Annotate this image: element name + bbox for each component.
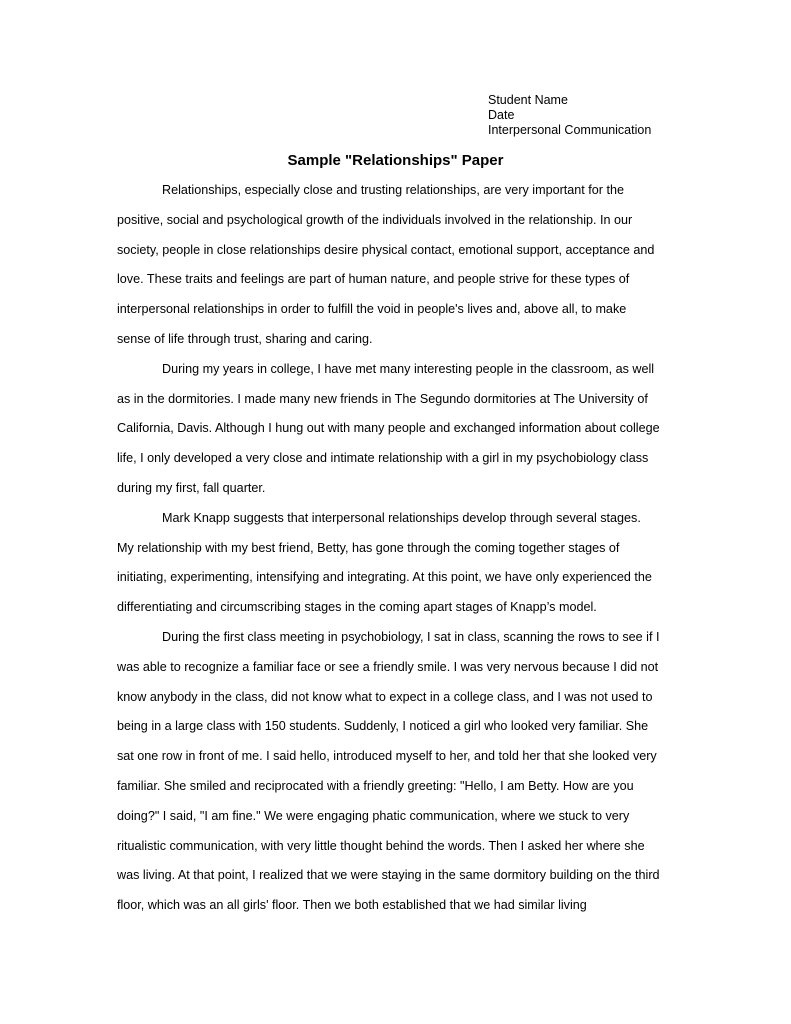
paragraph — [117, 176, 677, 355]
text-line: Relationships, especially close and trusting relationships, are very important for the — [162, 183, 625, 197]
text-line: floor, which was an all girls' floor. Then we both established that we had similar living — [117, 898, 587, 913]
text-line: positive, social and psychological growth of the individuals involved in the relationship. In our — [117, 212, 633, 227]
text-line: life, I only developed a very close and intimate relationship with a girl in my psychobiology class — [117, 451, 649, 466]
text-line: being in a large class with 150 students. Suddenly, I noticed a girl who looked very familiar. She — [117, 719, 649, 734]
text-line: Mark Knapp suggests that interpersonal relationships develop through several stages. — [162, 510, 641, 525]
text-line: California, Davis. Although I hung out with many people and exchanged information about college — [117, 421, 660, 436]
paper-title: Sample "Relationships" Paper — [287, 152, 504, 169]
text-line: as in the dormitories. I made many new friends in The Segundo dormitories at The University of — [117, 391, 648, 406]
text-line: know anybody in the class, did not know what to expect in a college class, and I was not used to — [117, 689, 653, 704]
paragraph — [117, 504, 677, 623]
text-line: During my years in college, I have met many interesting people in the classroom, as well — [162, 361, 655, 376]
text-line: sat one row in front of me. I said hello, introduced myself to her, and told her that she looked very — [117, 749, 657, 764]
text-line: love. These traits and feelings are part of human nature, and people strive for these types of — [117, 272, 630, 287]
text-line: doing?" I said, "I am fine." We were engaging phatic communication, where we stuck to very — [117, 808, 630, 823]
text-line: ritualistic communication, with very little thought behind the words. Then I asked her where she — [117, 838, 645, 853]
text-line: initiating, experimenting, intensifying and integrating. At this point, we have only experienced the — [117, 570, 652, 585]
text-line: During the first class meeting in psychobiology, I sat in class, scanning the rows to see if I — [162, 629, 660, 644]
text-line: interpersonal relationships in order to fulfill the void in people's lives and, above all, to make — [117, 302, 627, 317]
course-name: Interpersonal Communication — [488, 123, 652, 137]
text-line: society, people in close relationships desire physical contact, emotional support, acceptance and — [117, 242, 655, 257]
text-line: familiar. She smiled and reciprocated with a friendly greeting: "Hello, I am Betty. How are you — [117, 778, 634, 793]
text-line: during my first, fall quarter. — [117, 480, 266, 495]
text-line: was living. At that point, I realized that we were staying in the same dormitory building on the third — [117, 868, 660, 883]
text-line: sense of life through trust, sharing and caring. — [117, 331, 373, 346]
date: Date — [488, 108, 515, 122]
paper-body — [117, 176, 677, 921]
paragraph — [117, 623, 677, 921]
header-block — [488, 93, 651, 138]
text-line: differentiating and circumscribing stages in the coming apart stages of Knapp’s model. — [117, 600, 597, 615]
text-line: My relationship with my best friend, Betty, has gone through the coming together stages of — [117, 540, 620, 555]
student-name: Student Name — [488, 93, 568, 107]
text-line: was able to recognize a familiar face or see a friendly smile. I was very nervous because I did not — [117, 659, 659, 674]
paragraph — [117, 355, 677, 504]
